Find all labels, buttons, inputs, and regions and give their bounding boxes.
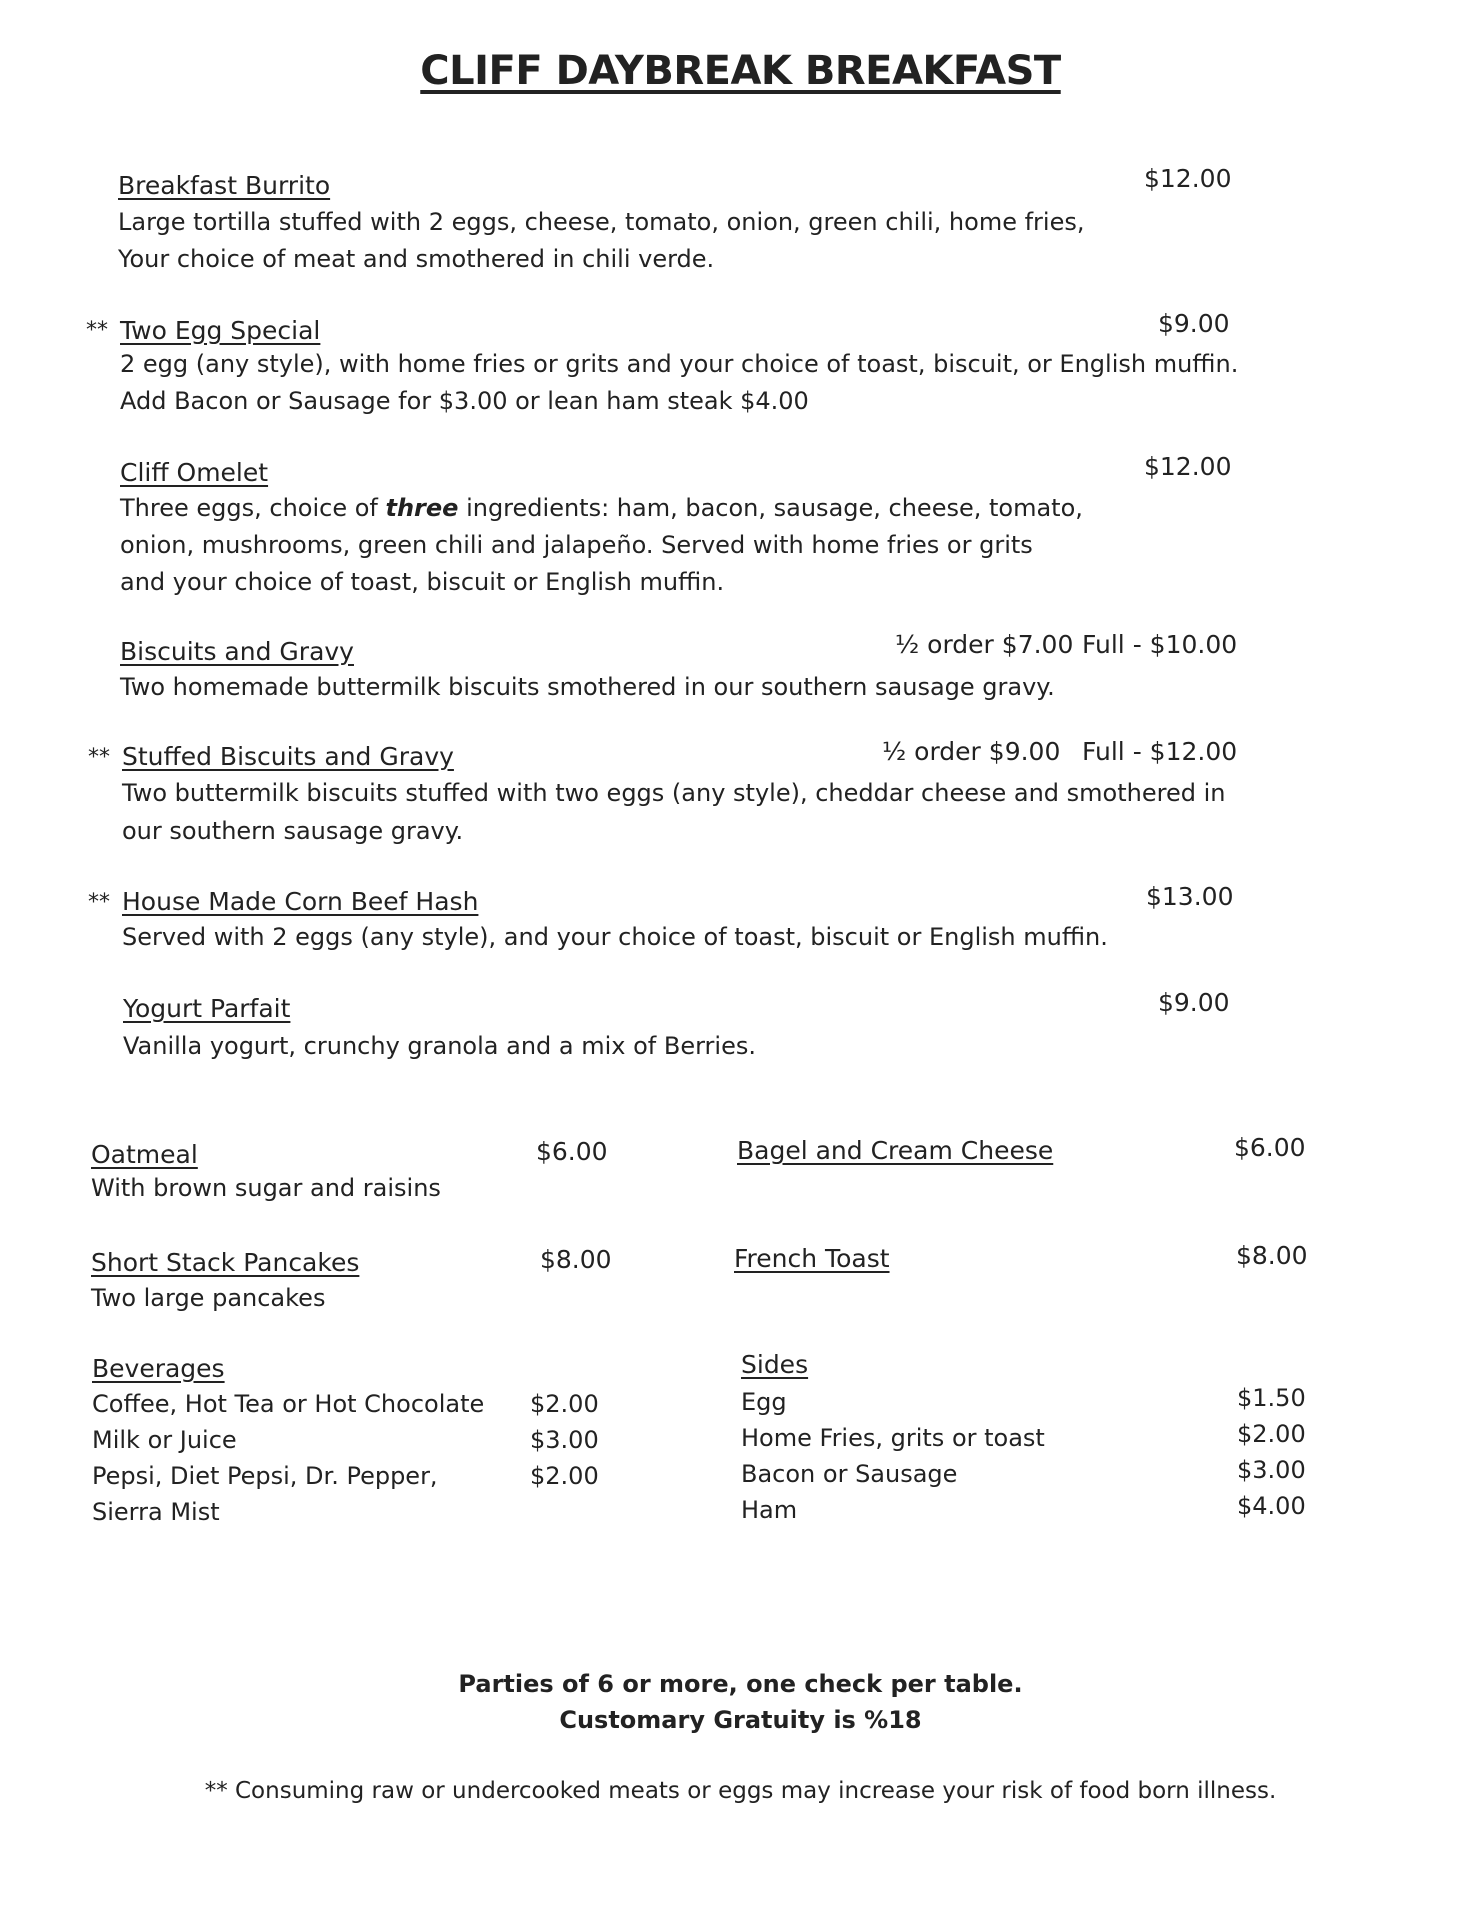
item-desc-line: With brown sugar and raisins (91, 1174, 441, 1202)
item-desc-line: Large tortilla stuffed with 2 eggs, cheese, tomato, onion, green chili, home fries, (118, 208, 1085, 236)
item-price-oatmeal: $6.00 (536, 1137, 608, 1166)
item-name-corn-beef-hash: House Made Corn Beef Hash (122, 887, 479, 916)
beverage-label: Milk or Juice (92, 1426, 237, 1454)
beverage-label: Sierra Mist (92, 1498, 220, 1526)
beverages-heading: Beverages (92, 1354, 225, 1383)
item-price-cliff-omelet: $12.00 (1144, 452, 1232, 481)
item-desc-line: Two buttermilk biscuits stuffed with two eggs (any style), cheddar cheese and smothered in (122, 779, 1226, 807)
item-price-corn-beef-hash: $13.00 (1146, 882, 1234, 911)
item-name-biscuits-and-gravy: Biscuits and Gravy (120, 637, 354, 666)
item-price-bagel: $6.00 (1234, 1133, 1306, 1162)
item-desc-line: Two homemade buttermilk biscuits smothered in our southern sausage gravy. (120, 673, 1055, 701)
beverage-price: $3.00 (530, 1426, 599, 1454)
item-name-two-egg-special: Two Egg Special (120, 316, 321, 345)
item-desc-line: Add Bacon or Sausage for $3.00 or lean ham steak $4.00 (120, 387, 809, 415)
item-price-yogurt-parfait: $9.00 (1158, 988, 1230, 1017)
side-price: $4.00 (1237, 1492, 1306, 1520)
party-policy: Parties of 6 or more, one check per table. (458, 1670, 1023, 1698)
side-label: Home Fries, grits or toast (741, 1424, 1045, 1452)
item-desc-line: Vanilla yogurt, crunchy granola and a mix of Berries. (123, 1032, 756, 1060)
item-half-price: ½ order $9.00 (882, 737, 1061, 766)
item-full-price: Full - $12.00 (1082, 737, 1238, 766)
item-name-french-toast: French Toast (734, 1244, 890, 1273)
health-warning: ** Consuming raw or undercooked meats or eggs may increase your risk of food born illness. (204, 1778, 1277, 1804)
item-name-cliff-omelet: Cliff Omelet (120, 458, 269, 487)
side-label: Bacon or Sausage (741, 1460, 958, 1488)
item-desc-line: Two large pancakes (91, 1284, 326, 1312)
item-price-short-stack: $8.00 (540, 1245, 612, 1274)
item-name-bagel: Bagel and Cream Cheese (737, 1136, 1054, 1165)
item-half-price: ½ order $7.00 (895, 630, 1074, 659)
item-price-two-egg-special: $9.00 (1158, 309, 1230, 338)
item-desc-line: Served with 2 eggs (any style), and your choice of toast, biscuit or English muffin. (122, 923, 1108, 951)
item-desc-line: Your choice of meat and smothered in chili verde. (118, 245, 715, 273)
side-label: Ham (741, 1496, 798, 1524)
item-name-oatmeal: Oatmeal (91, 1140, 198, 1169)
menu-title: CLIFF DAYBREAK BREAKFAST (420, 48, 1061, 94)
item-name-breakfast-burrito: Breakfast Burrito (118, 171, 331, 200)
item-full-price: Full - $10.00 (1082, 630, 1238, 659)
raw-warning-marker: ** (86, 318, 108, 343)
gratuity-note: Customary Gratuity is %18 (559, 1706, 922, 1734)
item-desc-line: onion, mushrooms, green chili and jalapeño. Served with home fries or grits (120, 531, 1033, 559)
side-price: $1.50 (1237, 1384, 1306, 1412)
side-price: $2.00 (1237, 1420, 1306, 1448)
beverage-price: $2.00 (530, 1462, 599, 1490)
item-name-yogurt-parfait: Yogurt Parfait (123, 994, 291, 1023)
sides-heading: Sides (741, 1350, 809, 1379)
item-name-stuffed-biscuits: Stuffed Biscuits and Gravy (122, 742, 454, 771)
item-desc-line: our southern sausage gravy. (122, 817, 464, 845)
beverage-label: Coffee, Hot Tea or Hot Chocolate (92, 1390, 485, 1418)
item-price-breakfast-burrito: $12.00 (1144, 164, 1232, 193)
side-label: Egg (741, 1388, 787, 1416)
raw-warning-marker: ** (88, 890, 110, 915)
side-price: $3.00 (1237, 1456, 1306, 1484)
item-price-french-toast: $8.00 (1236, 1241, 1308, 1270)
item-desc-line: and your choice of toast, biscuit or English muffin. (120, 568, 725, 596)
item-desc-line: 2 egg (any style), with home fries or grits and your choice of toast, biscuit, or English muffin. (120, 350, 1239, 378)
beverage-price: $2.00 (530, 1390, 599, 1418)
item-desc-line: Three eggs, choice of three ingredients: ham, bacon, sausage, cheese, tomato, (120, 494, 1083, 522)
raw-warning-marker: ** (88, 745, 110, 770)
item-name-short-stack: Short Stack Pancakes (91, 1248, 360, 1277)
beverage-label: Pepsi, Diet Pepsi, Dr. Pepper, (92, 1462, 438, 1490)
